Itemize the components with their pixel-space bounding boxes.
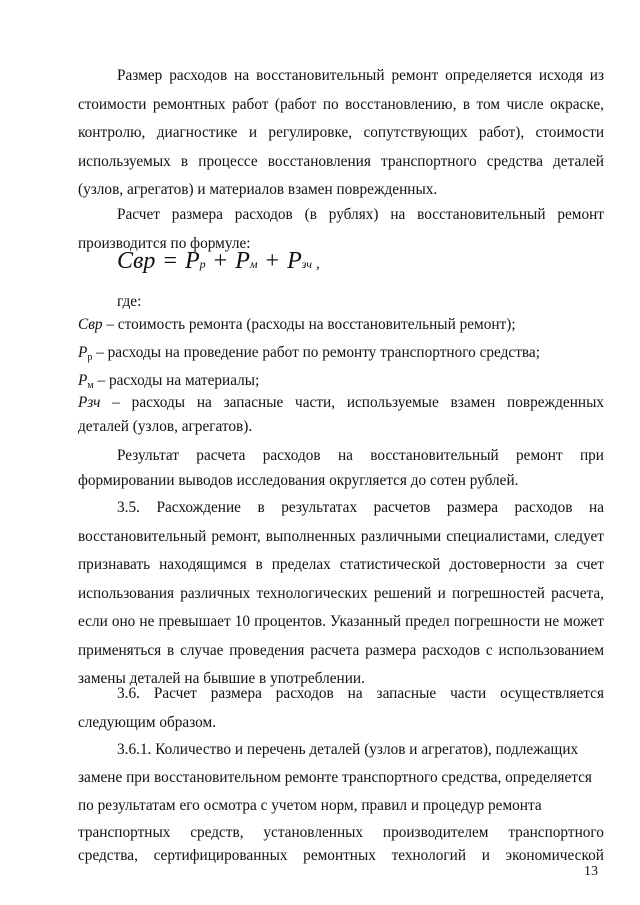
definition-svr-text: – стоимость ремонта (расходы на восстановительный ремонт); — [102, 316, 516, 333]
line-word: экономической — [505, 847, 604, 864]
line-word: сертифицированных — [153, 847, 288, 864]
line-word: средства, — [78, 847, 138, 864]
definition-pzch-text: – расходы на запасные части, используемые взамен поврежденных — [100, 394, 604, 411]
result-word: на — [337, 447, 353, 464]
result-word: восстановительный — [370, 447, 499, 464]
line-word: и — [481, 847, 490, 864]
definition-pr-sub: р — [87, 352, 93, 363]
formula-repair-cost: Свр = P р + P м + P зч , — [117, 248, 320, 274]
line-word: технологий — [391, 847, 467, 864]
formula-term-2: P — [235, 248, 250, 274]
definition-svr — [78, 311, 516, 340]
result-word: расчета — [196, 447, 246, 464]
section-3-6-1-line-1: 3.6.1. Количество и перечень деталей (узлов и агрегатов), подлежащих — [117, 741, 579, 758]
page-number: 13 — [584, 864, 598, 879]
section-3-6-1-line-5 — [78, 842, 604, 871]
formula-comma: , — [316, 256, 320, 272]
line-word: ремонтных — [303, 847, 376, 864]
line-word: транспортного — [508, 824, 604, 841]
formula-term-3: P — [287, 248, 302, 274]
formula-lhs: Свр — [117, 248, 156, 274]
definition-pm-text: – расходы на материалы; — [93, 372, 260, 389]
paragraph-expense-definition: Размер расходов на восстановительный ремонт определяется исходя из стоимости ремонтных работ (работ по восстановлению, в том числе окраске, контролю, диагностике и регулировке, сопутствующих работ), стоимости используемых в процессе восстановления транспортного средства деталей (узлов, агрегатов) и материалов взамен поврежденных. — [78, 67, 604, 198]
formula-term-1: P — [184, 248, 200, 274]
definition-pzch-cont: деталей (узлов, агрегатов). — [78, 418, 253, 435]
paragraph-formula-intro: Расчет размера расходов (в рублях) на восстановительный ремонт производится по формуле: — [78, 206, 604, 252]
result-line-2: формировании выводов исследования округляется до сотен рублей. — [78, 472, 519, 489]
section-3-5: 3.5. Расхождение в результатах расчетов размера расходов на восстановительный ремонт, выполненных различными специалистами, следует признавать находящимся в пределах статистической достоверности за счет использования различных технологических решений и погрешностей расчета, если оно не превышает 10 процентов. Указанный предел погрешности не может применяться в случае проведения расчета размера расходов с использованием замены деталей на бывшие в употреблении. — [78, 499, 604, 687]
section-3-6: 3.6. Расчет размера расходов на запасные части осуществляется следующим образом. — [78, 685, 604, 731]
result-word: Результат — [117, 447, 179, 464]
definition-pzch-symbol: Рзч — [78, 394, 101, 411]
formula-plus-1: + — [213, 248, 228, 274]
definition-pr-text: – расходы на проведение работ по ремонту транспортного средства; — [92, 344, 540, 361]
result-word: ремонт — [516, 447, 563, 464]
where-label: где: — [117, 293, 142, 310]
definition-pm-symbol: Р — [78, 372, 88, 389]
section-3-6-1-line-2: замене при восстановительном ремонте транспортного средства, определяется — [78, 769, 592, 786]
formula-equals: = — [163, 248, 177, 274]
line-word: установленных — [263, 824, 364, 841]
definition-pr — [78, 339, 540, 368]
formula-plus-2: + — [265, 248, 280, 274]
definition-svr-symbol: Свр — [78, 316, 103, 333]
line-word: транспортных — [78, 824, 171, 841]
section-3-6-1-line-3: по результатам его осмотра с учетом норм, правил и процедур ремонта — [78, 797, 542, 814]
definition-pr-symbol: Р — [78, 344, 88, 361]
result-word: расходов — [262, 447, 321, 464]
result-word: при — [579, 447, 604, 464]
line-word: производителем — [382, 824, 489, 841]
line-word: средств, — [190, 824, 244, 841]
definition-pm-sub: м — [87, 380, 94, 391]
